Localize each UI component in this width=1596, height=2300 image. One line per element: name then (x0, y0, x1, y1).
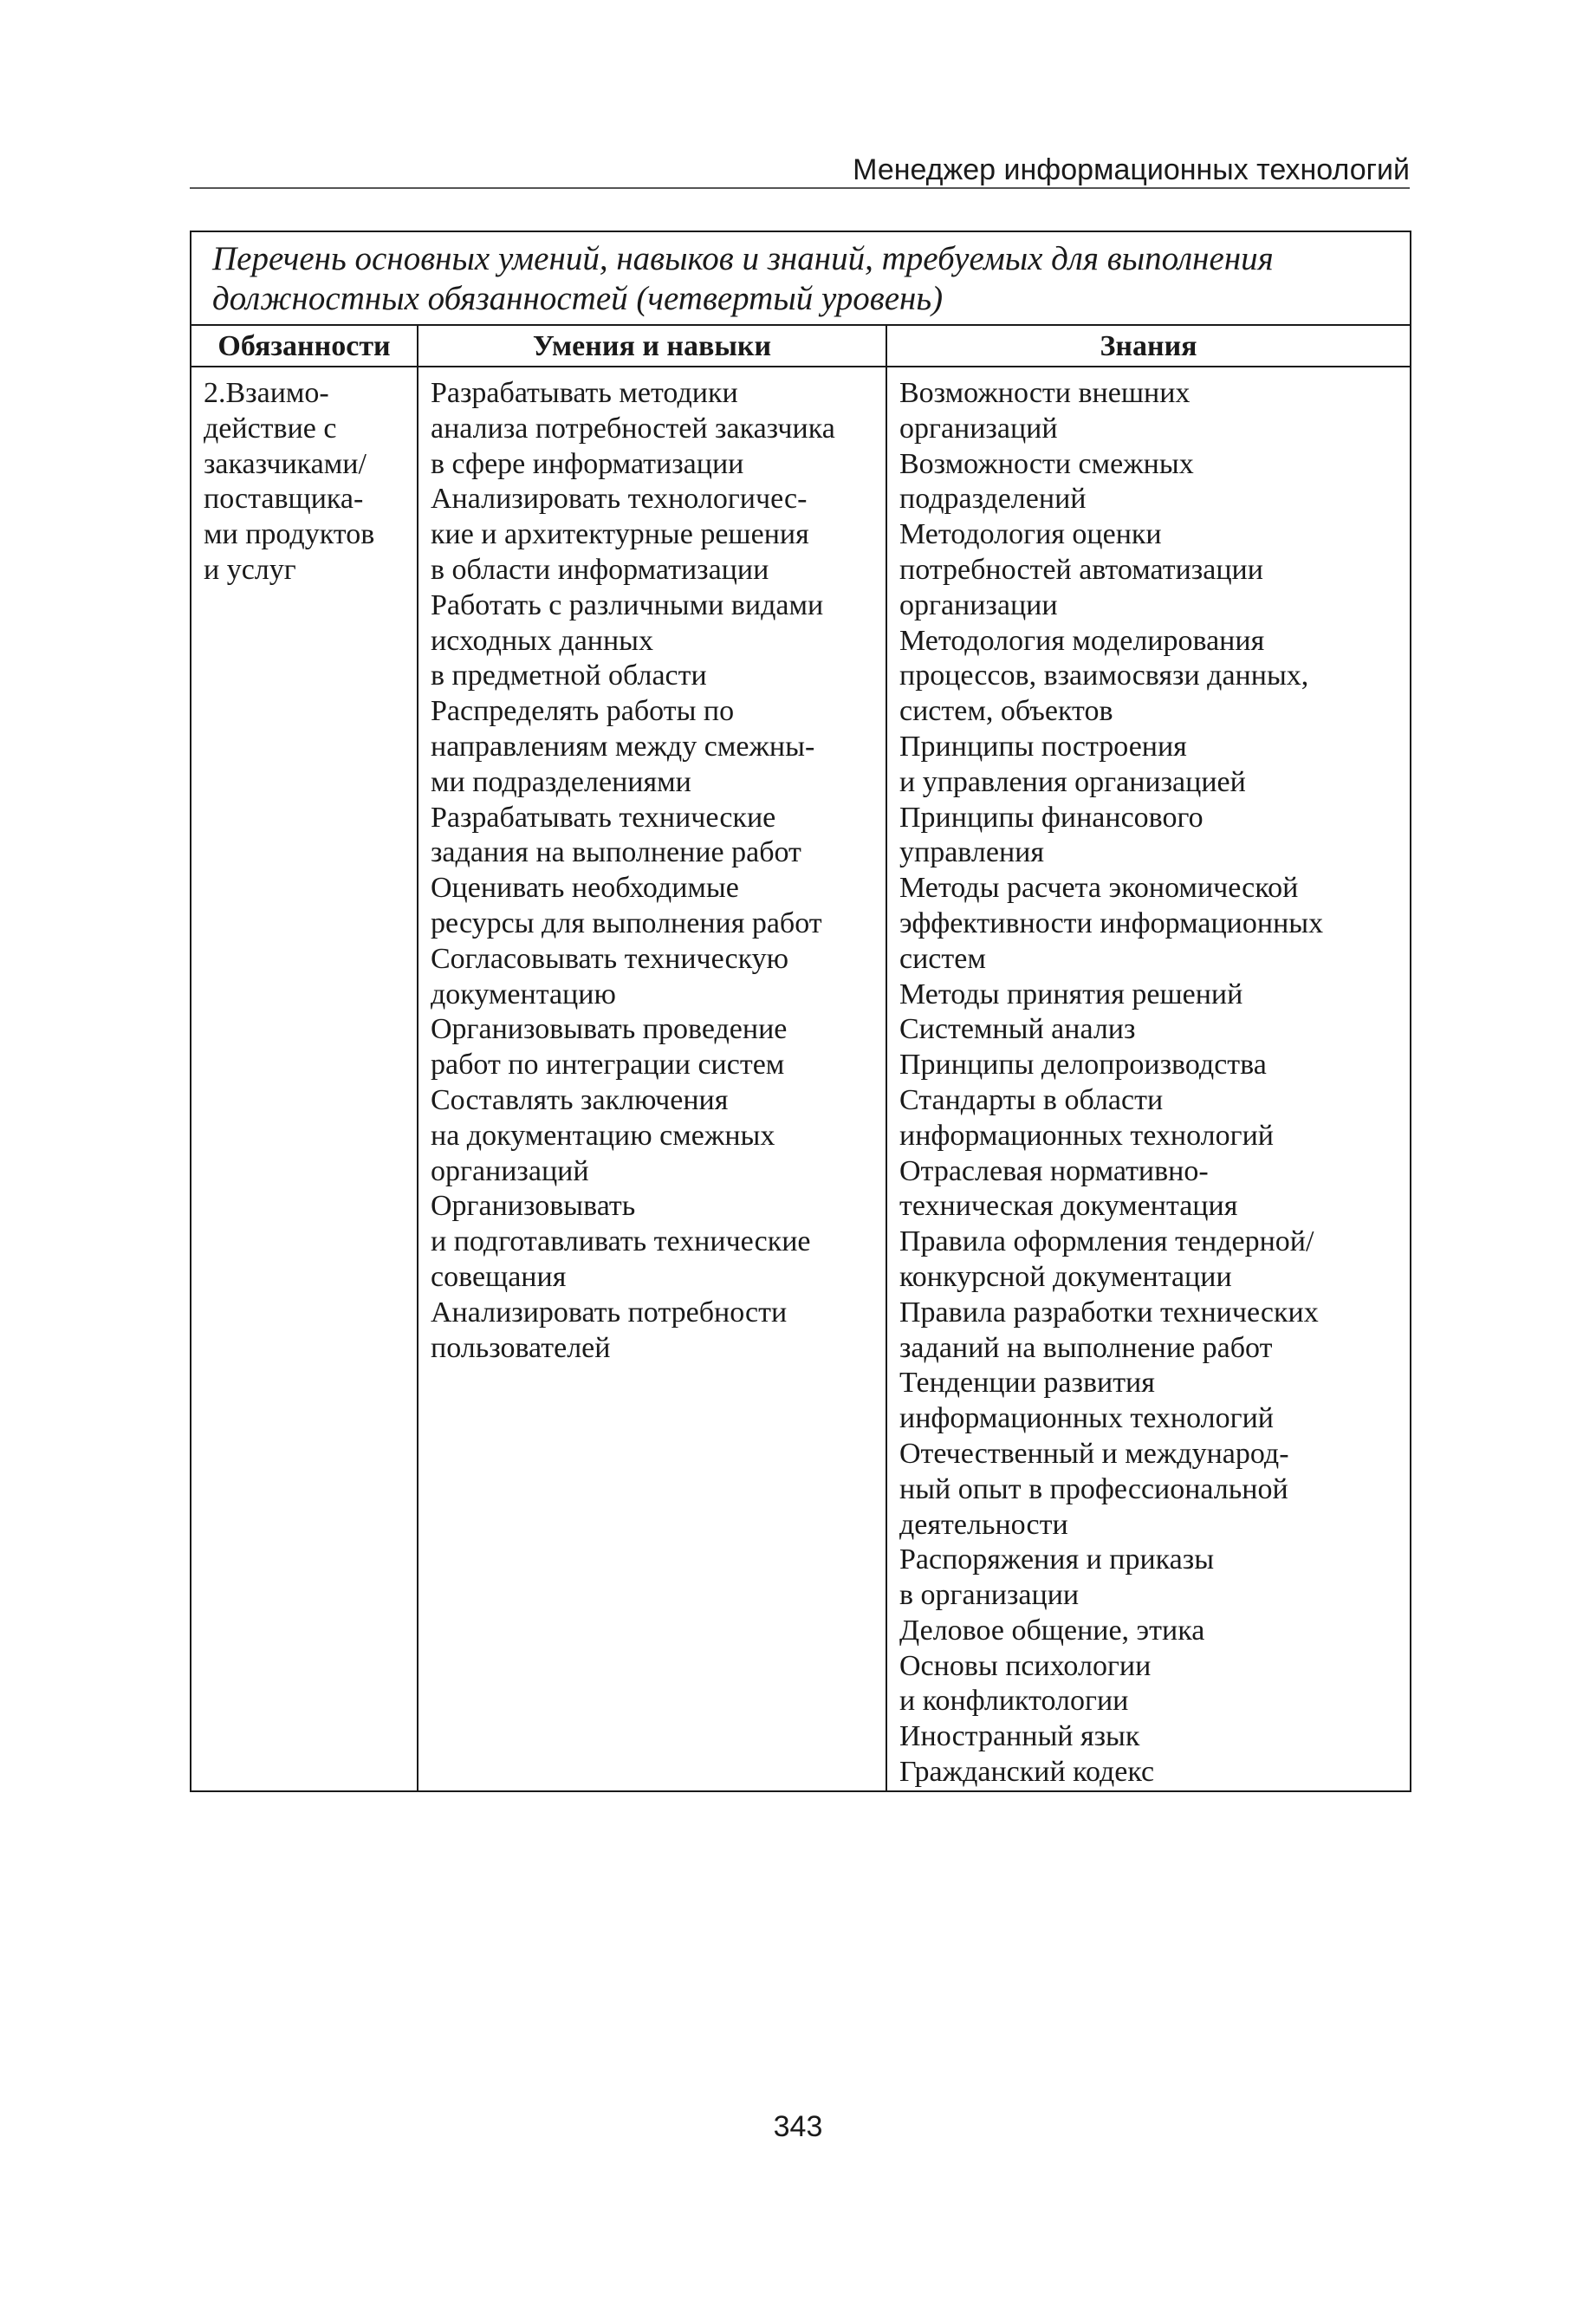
cell-text-line: Гражданский кодекс (899, 1756, 1155, 1789)
cell-text-line: Иностранный язык (899, 1720, 1140, 1753)
cell-text-line: исходных данных (431, 624, 654, 657)
cell-text-line: в сфере информатизации (431, 447, 744, 480)
cell-text-line: заказчиками/ (204, 447, 367, 480)
cell-text-line: заданий на выполнение работ (899, 1331, 1273, 1364)
cell-text-line: в области информатизации (431, 553, 769, 586)
cell-text-line: потребностей автоматизации (899, 553, 1263, 586)
cell-text-line: работ по интеграции систем (431, 1049, 785, 1082)
cell-text-line: направлениям между смежны- (431, 730, 815, 763)
duties-table (190, 231, 1411, 1792)
cell-text-line: 2.Взаимо- (204, 377, 329, 409)
column-header-duties: Обязанности (191, 325, 418, 367)
cell-text-line: деятельности (899, 1508, 1068, 1541)
cell-text-line: Методы расчета экономической (899, 872, 1299, 905)
cell-text-line: информационных технологий (899, 1402, 1274, 1435)
cell-text-line: Разрабатывать технические (431, 801, 776, 834)
cell-text-line: Анализировать потребности (431, 1296, 788, 1329)
cell-text-line: пользователей (431, 1331, 611, 1364)
cell-text-line: Тенденции развития (899, 1367, 1155, 1400)
cell-text-line: анализа потребностей заказчика (431, 412, 835, 445)
column-header-skills: Умения и навыки (418, 325, 886, 367)
cell-text-line: систем (899, 942, 986, 975)
cell-text-line: информационных технологий (899, 1119, 1274, 1152)
cell-text-line: организаций (899, 412, 1058, 445)
cell-text-line: в предметной области (431, 659, 707, 692)
cell-text-line: Организовывать проведение (431, 1013, 788, 1046)
cell-text-line: процессов, взаимосвязи данных, (899, 659, 1309, 692)
cell-text-line: техническая документация (899, 1190, 1238, 1223)
running-head: Менеджер информационных технологий (853, 153, 1410, 186)
cell-text-line: Методы принятия решений (899, 978, 1243, 1010)
cell-text-line: и конфликтологии (899, 1685, 1129, 1718)
table-row (191, 367, 1411, 1791)
cell-text-line: Принципы построения (899, 730, 1187, 763)
cell-text-line: Правила разработки технических (899, 1296, 1319, 1329)
cell-text-line: Принципы делопроизводства (899, 1049, 1267, 1082)
cell-text-line: конкурсной документации (899, 1260, 1232, 1293)
cell-text-line: Отраслевая нормативно- (899, 1154, 1209, 1187)
cell-text-line: Работать с различными видами (431, 588, 824, 621)
cell-text-line: Принципы финансового (899, 801, 1203, 834)
cell-text-line: Составлять заключения (431, 1083, 729, 1116)
cell-text-line: совещания (431, 1260, 567, 1293)
cell-text-line: задания на выполнение работ (431, 836, 801, 869)
cell-text-line: Распоряжения и приказы (899, 1543, 1215, 1576)
cell-text-line: действие с (204, 412, 337, 445)
header-rule (190, 187, 1410, 189)
cell-text-line: Системный анализ (899, 1013, 1136, 1046)
cell-text-line: ми продуктов (204, 518, 375, 551)
cell-text-line: на документацию смежных (431, 1119, 775, 1152)
cell-text-line: Распределять работы по (431, 695, 735, 728)
cell-text-line: Возможности смежных (899, 447, 1194, 480)
caption-line: должностных обязанностей (четвертый уровень) (212, 280, 944, 317)
cell-text-line: документацию (431, 978, 616, 1010)
cell-text-line: Методология моделирования (899, 624, 1265, 657)
duties-cell (191, 367, 418, 1791)
column-header-knowledge: Знания (886, 325, 1411, 367)
cell-text-line: Отечественный и международ- (899, 1437, 1289, 1470)
cell-text-line: Анализировать технологичес- (431, 483, 808, 516)
cell-text-line: Стандарты в области (899, 1083, 1164, 1116)
cell-text-line: поставщика- (204, 483, 364, 516)
cell-text-line: ный опыт в профессиональной (899, 1472, 1288, 1505)
cell-text-line: эффективности информационных (899, 906, 1324, 939)
cell-text-line: Основы психологии (899, 1649, 1152, 1682)
cell-text-line: и управления организацией (899, 765, 1246, 798)
cell-text-line: подразделений (899, 483, 1087, 516)
cell-text-line: Возможности внешних (899, 377, 1191, 409)
table-caption (191, 231, 1411, 325)
cell-text-line: систем, объектов (899, 695, 1113, 728)
cell-text-line: кие и архитектурные решения (431, 518, 809, 551)
skills-cell (418, 367, 886, 1791)
page-number: 343 (773, 2110, 823, 2143)
cell-text-line: и услуг (204, 553, 296, 586)
knowledge-cell (886, 367, 1411, 1791)
cell-text-line: Организовывать (431, 1190, 636, 1223)
cell-text-line: Деловое общение, этика (899, 1614, 1205, 1647)
cell-text-line: Методология оценки (899, 518, 1162, 551)
cell-text-line: управления (899, 836, 1044, 869)
cell-text-line: Правила оформления тендерной/ (899, 1225, 1314, 1258)
cell-text-line: Оценивать необходимые (431, 872, 739, 905)
table-header-row (191, 325, 1411, 367)
cell-text-line: и подготавливать технические (431, 1225, 811, 1258)
cell-text-line: Согласовывать техническую (431, 942, 789, 975)
cell-text-line: ми подразделениями (431, 765, 691, 798)
cell-text-line: организаций (431, 1154, 589, 1187)
cell-text-line: ресурсы для выполнения работ (431, 906, 822, 939)
cell-text-line: организации (899, 588, 1058, 621)
caption-line: Перечень основных умений, навыков и знаний, требуемых для выполнения (212, 240, 1274, 277)
cell-text-line: Разрабатывать методики (431, 377, 738, 409)
cell-text-line: в организации (899, 1579, 1080, 1612)
table-caption-row (191, 231, 1411, 325)
